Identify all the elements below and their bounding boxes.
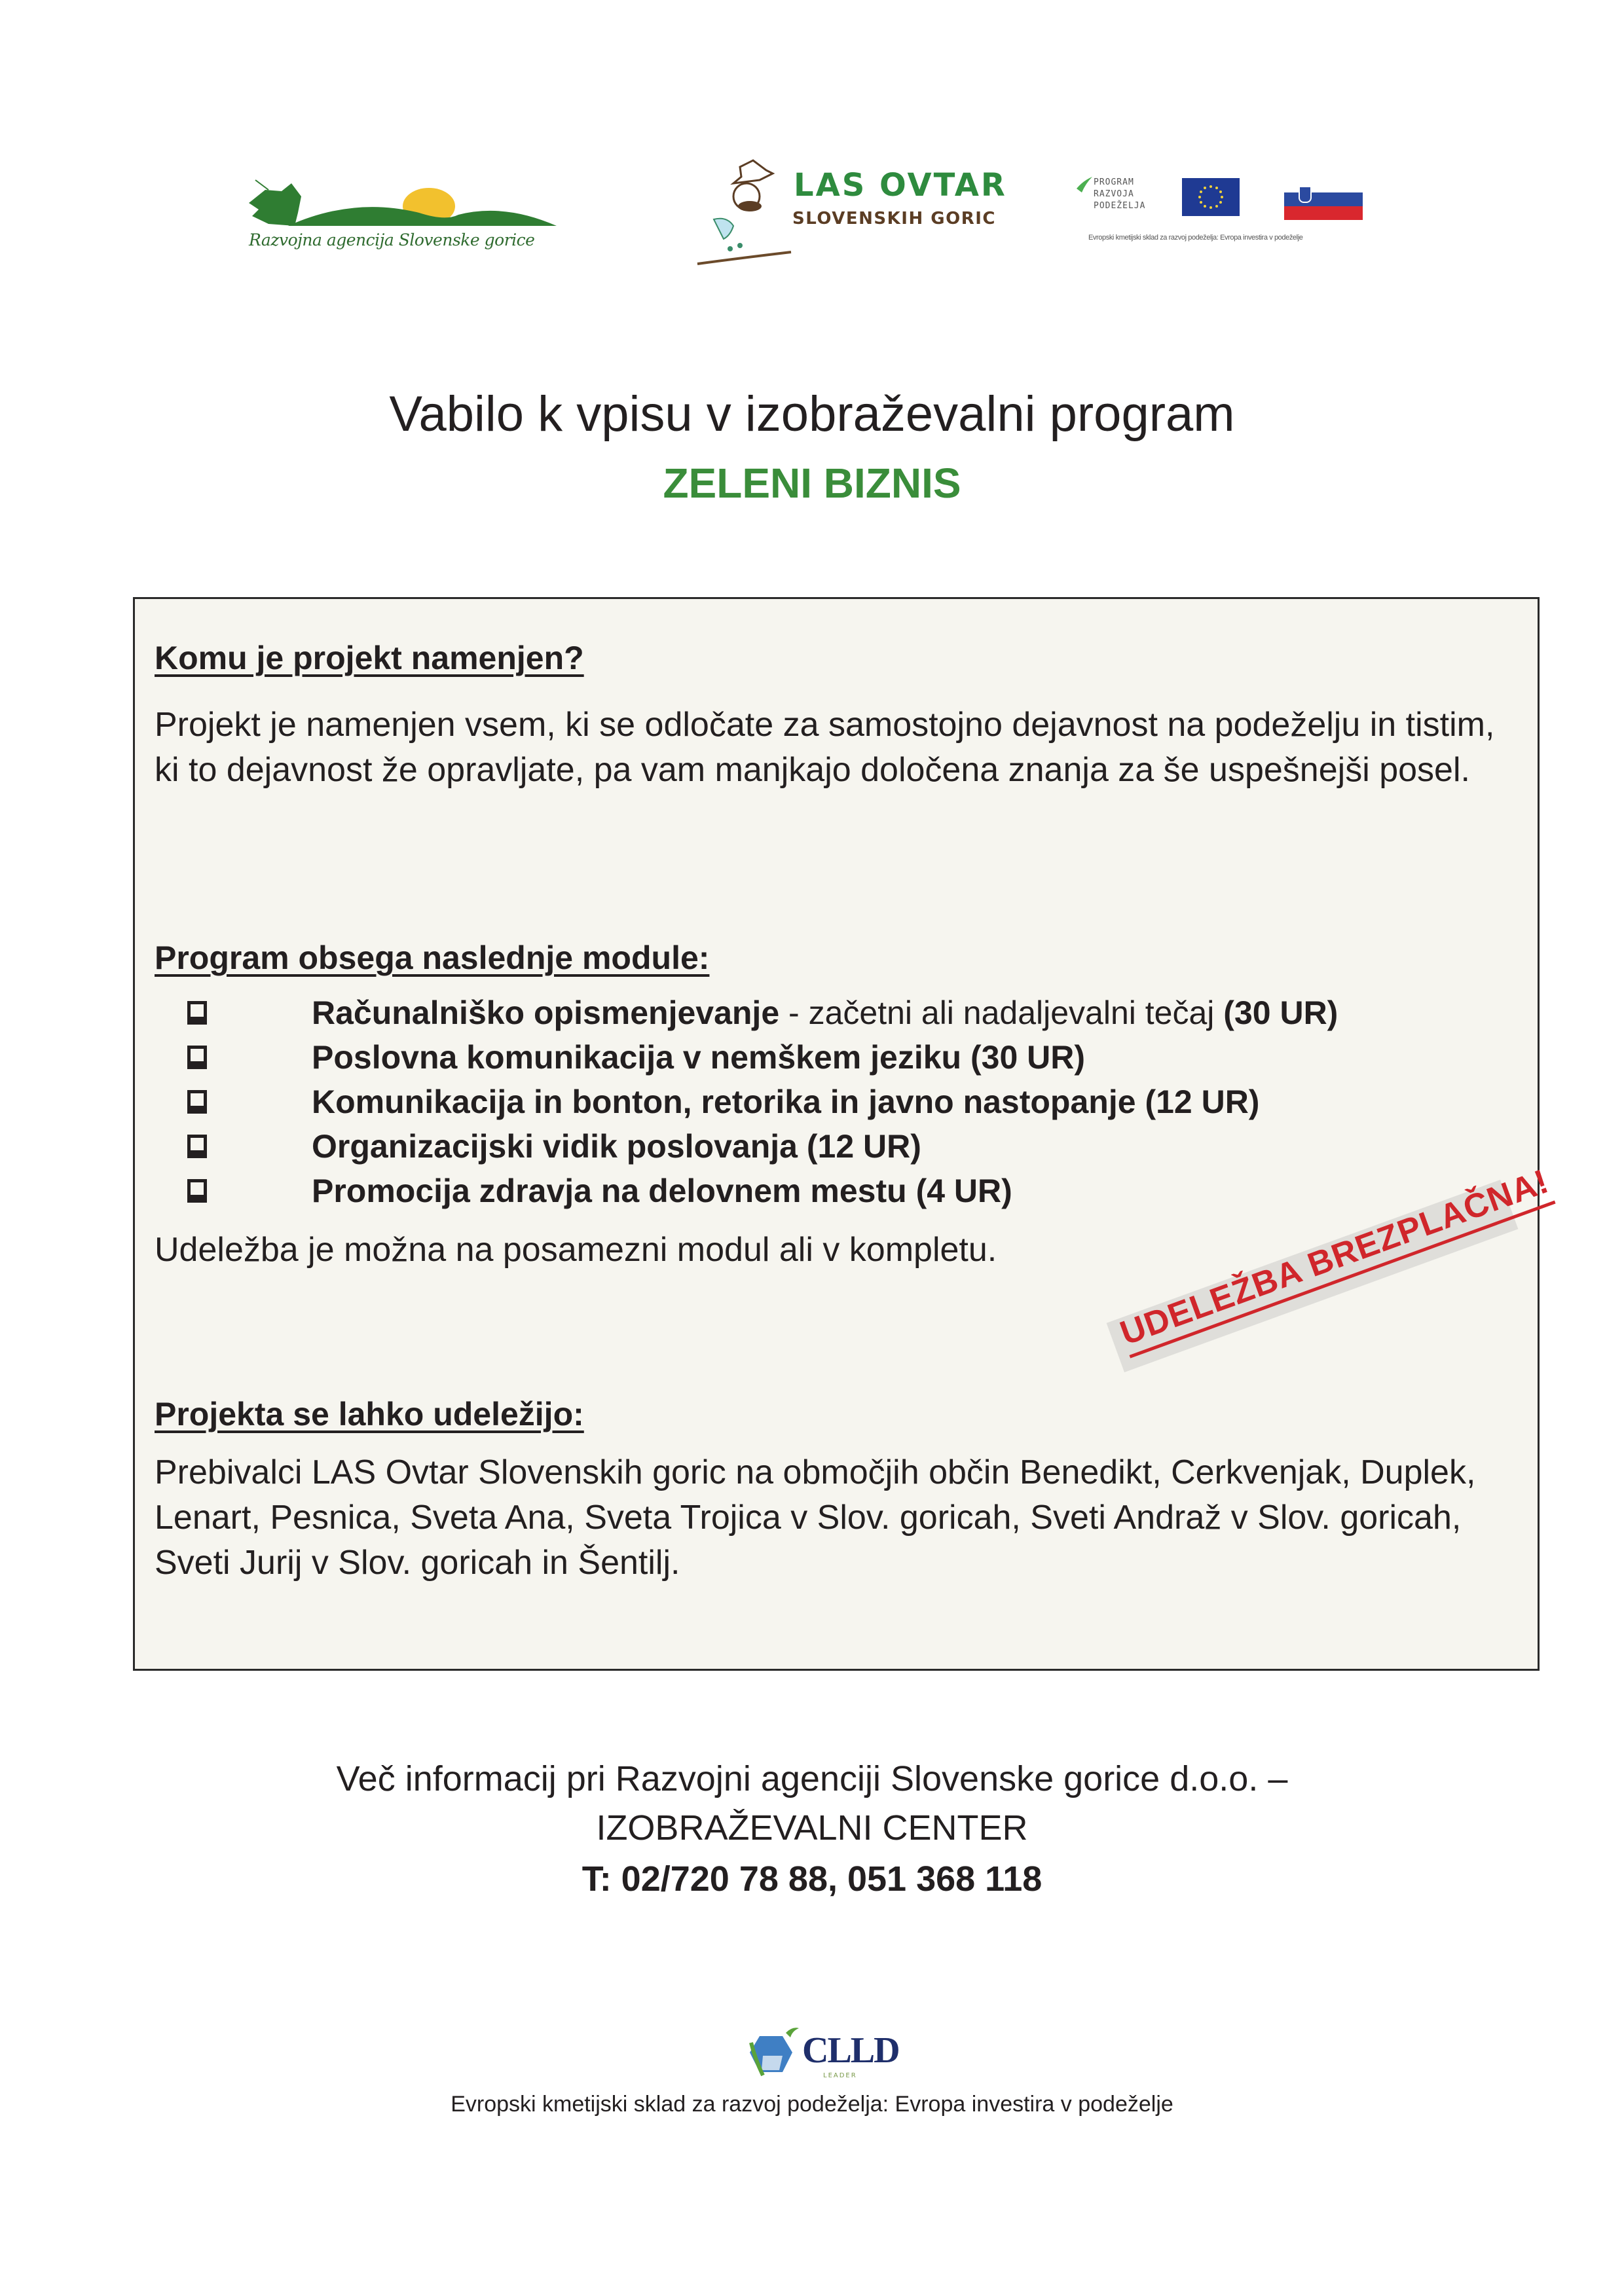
section-heading-participants: Projekta se lahko udeležijo: [155, 1396, 584, 1432]
checkbox-icon[interactable] [187, 1135, 207, 1158]
prp-text: PROGRAM RAZVOJA PODEŽELJA [1094, 177, 1146, 211]
leader-text: LEADER [823, 2072, 857, 2079]
module-label: Poslovna komunikacija v nemškem jeziku [312, 1039, 962, 1076]
page-title: Vabilo k vpisu v izobraževalni program [389, 386, 1235, 442]
target-text: Projekt je namenjen vsem, ki se odločate za samostojno dejavnost na podeželju in tistim, ki to dejavnost že opravljate, pa vam manjkajo določena znanja za še uspešnejši posel. [155, 706, 1495, 789]
module-label: Promocija zdravja na delovnem mestu [312, 1173, 907, 1209]
module-hours: (12 UR) [1145, 1084, 1260, 1120]
footer-note: Evropski kmetijski sklad za razvoj podeželja: Evropa investira v podeželje [451, 2092, 1173, 2117]
checkbox-icon[interactable] [187, 1179, 207, 1203]
module-detail [1136, 1084, 1145, 1120]
module-item [187, 1124, 1523, 1169]
contact-phone: T: 02/720 78 88, 051 368 118 [581, 1859, 1043, 1899]
contact-line-1: Več informacij pri Razvojni agenciji Slovenske gorice d.o.o. – [336, 1759, 1288, 1798]
module-detail [961, 1039, 970, 1076]
modules-note: Udeležba je možna na posamezni modul ali v kompletu. [155, 1231, 997, 1269]
module-label: Komunikacija in bonton, retorika in javno nastopanje [312, 1084, 1136, 1120]
participants-text: Prebivalci LAS Ovtar Slovenskih goric na območjih občin Benedikt, Cerkvenjak, Duplek, Lenart, Pesnica, Sveta Ana, Sveta Trojica v Slov. goricah, Sveti Andraž v Slov. goricah, Sveti Jurij v Slov. goricah in Šentilj. [155, 1453, 1476, 1582]
module-hours: (4 UR) [915, 1173, 1012, 1209]
checkbox-icon[interactable] [187, 1001, 207, 1025]
ovtar-figure-icon [694, 154, 792, 265]
clld-leader-logo [743, 2020, 913, 2082]
eu-flag-icon [1182, 178, 1240, 216]
slovenia-flag-icon [1284, 192, 1363, 220]
stamp-text: UDELEŽBA BREZPLAČNA! [1115, 1161, 1556, 1358]
module-hours: (12 UR) [806, 1128, 921, 1165]
ra-tagline: Razvojna agencija Slovenske gorice [249, 230, 535, 249]
module-detail: - začetni ali nadaljevalni tečaj [779, 994, 1224, 1031]
hills-sun-leaf-icon [242, 177, 570, 229]
contact-line-2: IZOBRAŽEVALNI CENTER [596, 1808, 1028, 1848]
module-label: Organizacijski vidik poslovanja [312, 1128, 798, 1165]
swallow-icon [1075, 174, 1094, 194]
las-subtitle: SLOVENSKIH GORIC [792, 209, 996, 228]
checkbox-icon[interactable] [187, 1090, 207, 1114]
module-detail [798, 1128, 807, 1165]
module-item [187, 991, 1523, 1035]
section-heading-modules: Program obsega naslednje module: [155, 939, 710, 976]
module-item [187, 1080, 1523, 1124]
las-ovtar-logo [694, 154, 1007, 265]
module-hours: (30 UR) [970, 1039, 1086, 1076]
section-heading-target: Komu je projekt namenjen? [155, 640, 584, 676]
clld-text: CLLD [802, 2030, 899, 2071]
program-razvoja-podezelja-logo [1074, 172, 1414, 257]
las-title: LAS OVTAR [794, 167, 1007, 204]
module-item [187, 1035, 1523, 1080]
info-box [133, 597, 1540, 1671]
checkbox-icon[interactable] [187, 1046, 207, 1069]
razvojna-agencija-logo [242, 177, 570, 252]
clld-emblem-icon [743, 2023, 802, 2082]
module-hours: (30 UR) [1223, 994, 1338, 1031]
program-name: ZELENI BIZNIS [663, 460, 961, 507]
module-detail [907, 1173, 916, 1209]
prp-footnote: Evropski kmetijski sklad za razvoj podeželja: Evropa investira v podeželje [1088, 234, 1303, 242]
module-item [187, 1169, 1523, 1213]
module-label: Računalniško opismenjevanje [312, 994, 780, 1031]
